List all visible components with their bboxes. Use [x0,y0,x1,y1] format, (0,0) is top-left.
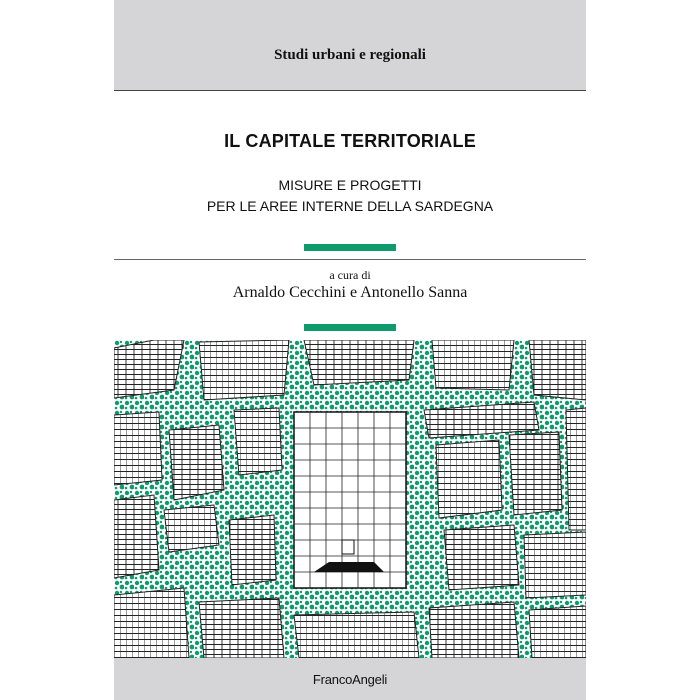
accent-bar-bottom [304,324,396,331]
accent-bar-top [304,244,396,251]
top-band [114,0,586,90]
series-title: Studi urbani e regionali [274,47,426,63]
urban-map-drawing-icon [114,340,586,658]
publisher-name: FrancoAngeli [312,672,388,687]
subtitle-line-2: PER LE AREE INTERNE DELLA SARDEGNA [206,198,494,214]
book-cover [114,0,586,700]
top-rule [114,90,586,91]
middle-rule [114,259,586,260]
curators-names: Arnaldo Cecchini e Antonello Sanna [232,284,468,301]
book-title: IL CAPITALE TERRITORIALE [224,131,476,151]
subtitle-line-1: MISURE E PROGETTI [278,177,422,193]
curator-label: a cura di [329,268,371,282]
